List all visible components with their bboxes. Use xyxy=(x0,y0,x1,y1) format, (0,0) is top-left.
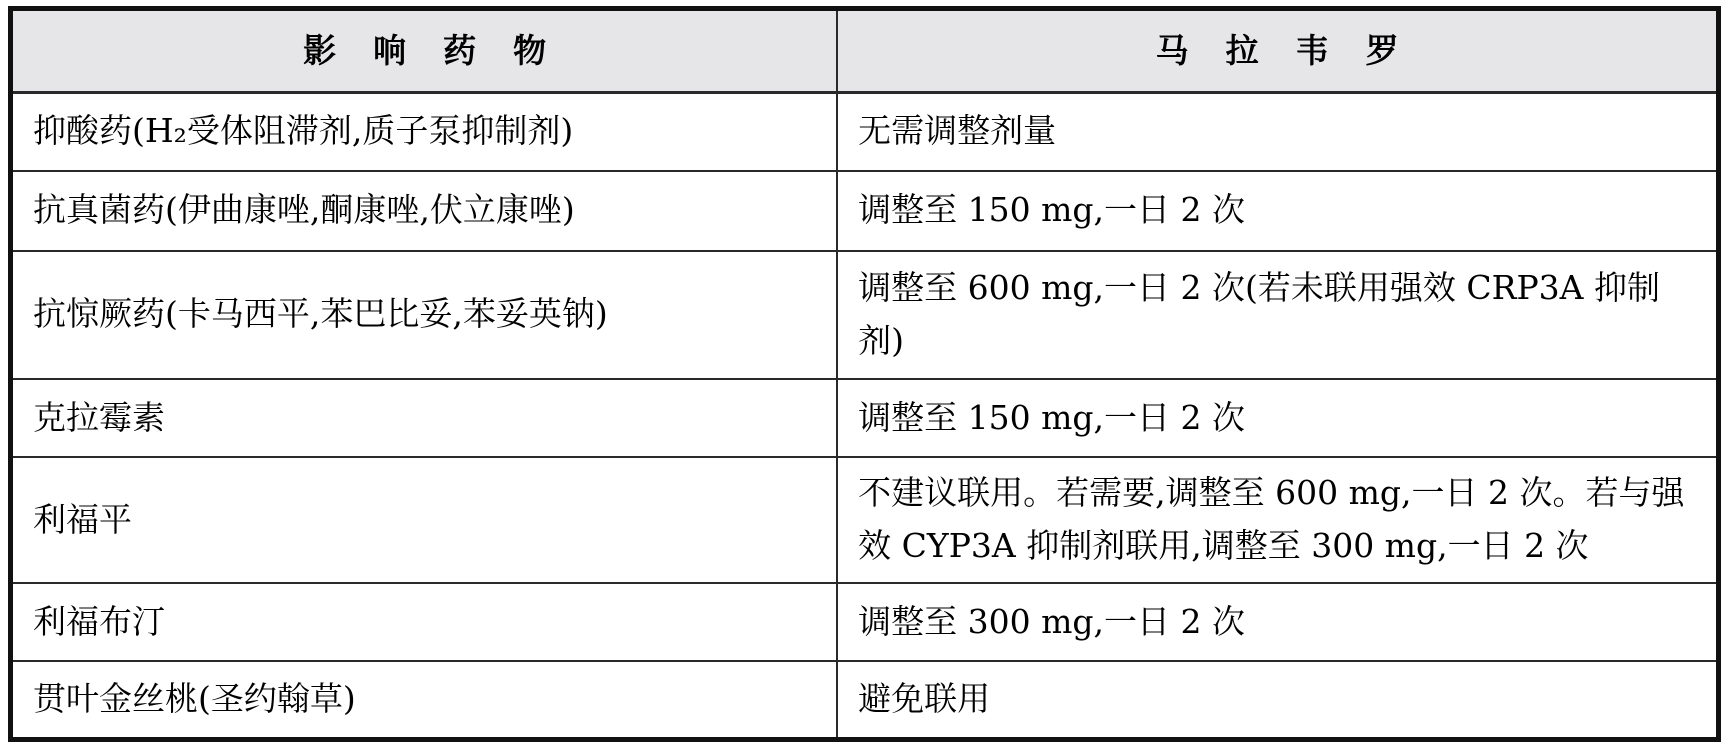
maraviroc-dose-cell: 调整至 600 mg,一日 2 次(若未联用强效 CRP3A 抑制剂) xyxy=(837,251,1718,379)
column-header-affecting-drug: 影 响 药 物 xyxy=(11,9,838,93)
maraviroc-dose-cell: 避免联用 xyxy=(837,661,1718,739)
maraviroc-dose-cell: 调整至 150 mg,一日 2 次 xyxy=(837,171,1718,251)
table-row-st-johns-wort xyxy=(11,661,1719,739)
drug-cell: 抗惊厥药(卡马西平,苯巴比妥,苯妥英钠) xyxy=(11,251,838,379)
table-header-row xyxy=(11,9,1719,93)
maraviroc-dose-cell: 调整至 300 mg,一日 2 次 xyxy=(837,583,1718,661)
drug-cell: 利福布汀 xyxy=(11,583,838,661)
table-row-antacids xyxy=(11,93,1719,171)
table-row-clarithromycin xyxy=(11,379,1719,457)
drug-cell: 利福平 xyxy=(11,457,838,583)
maraviroc-dose-cell: 不建议联用。若需要,调整至 600 mg,一日 2 次。若与强效 CYP3A 抑制剂联用,调整至 300 mg,一日 2 次 xyxy=(837,457,1718,583)
drug-interaction-table xyxy=(8,6,1721,742)
table-row-antifungals xyxy=(11,171,1719,251)
drug-cell: 克拉霉素 xyxy=(11,379,838,457)
column-header-maraviroc: 马 拉 韦 罗 xyxy=(837,9,1718,93)
drug-cell: 抑酸药(H₂受体阻滞剂,质子泵抑制剂) xyxy=(11,93,838,171)
drug-cell: 贯叶金丝桃(圣约翰草) xyxy=(11,661,838,739)
maraviroc-dose-cell: 调整至 150 mg,一日 2 次 xyxy=(837,379,1718,457)
maraviroc-dose-cell: 无需调整剂量 xyxy=(837,93,1718,171)
table-row-rifampin xyxy=(11,457,1719,583)
table-row-rifabutin xyxy=(11,583,1719,661)
table-row-anticonvulsants xyxy=(11,251,1719,379)
drug-cell: 抗真菌药(伊曲康唑,酮康唑,伏立康唑) xyxy=(11,171,838,251)
